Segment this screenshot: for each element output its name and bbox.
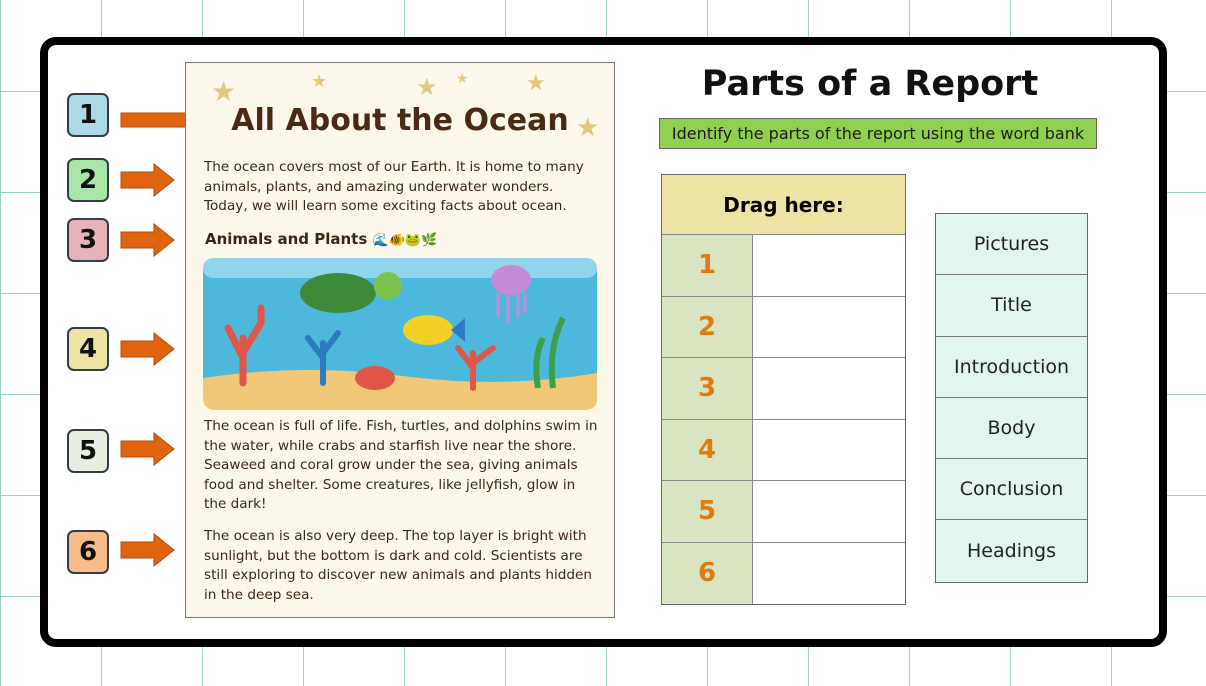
drop-zone-5[interactable]: [753, 481, 905, 542]
star-icon: ★: [576, 113, 600, 143]
word-bank: [935, 213, 1088, 583]
word-headings[interactable]: Headings: [936, 520, 1087, 581]
star-icon: ★: [416, 73, 438, 101]
label-3: 3: [67, 218, 109, 262]
row-number: 3: [662, 358, 753, 419]
row-number: 6: [662, 543, 753, 605]
word-conclusion[interactable]: Conclusion: [936, 459, 1087, 520]
label-2: 2: [67, 158, 109, 202]
word-title[interactable]: Title: [936, 275, 1087, 336]
label-1: 1: [67, 93, 109, 137]
row-number: 5: [662, 481, 753, 542]
arrow-icon: [120, 332, 176, 366]
label-6: 6: [67, 530, 109, 574]
drop-zone-2[interactable]: [753, 297, 905, 358]
report-title: All About the Ocean: [231, 103, 569, 138]
label-4: 4: [67, 327, 109, 371]
arrow-icon: [120, 163, 176, 197]
star-icon: ★: [311, 71, 328, 92]
report-document: [185, 62, 615, 618]
answer-table: [661, 174, 906, 605]
word-body[interactable]: Body: [936, 398, 1087, 459]
ocean-illustration: [203, 258, 597, 410]
word-introduction[interactable]: Introduction: [936, 337, 1087, 398]
drop-zone-4[interactable]: [753, 420, 905, 481]
body-text: The ocean is full of life. Fish, turtles, and dolphins swim in the water, while crabs and starfish live near the shore. Seaweed and coral grow under the sea, giving animals food and shelter. Some creatures, like jellyfish, glow in the dark!: [204, 418, 598, 512]
instruction-banner: Identify the parts of the report using the word bank: [659, 118, 1097, 149]
row-number: 4: [662, 420, 753, 481]
table-row: [662, 543, 905, 605]
introduction-text: The ocean covers most of our Earth. It is home to many animals, plants, and amazing underwater wonders. Today, we will learn some exciting facts about ocean.: [204, 159, 584, 214]
section-heading: Animals and Plants 🌊🐠🐸🌿: [205, 230, 438, 248]
label-5: 5: [67, 429, 109, 473]
star-icon: ★: [211, 75, 237, 108]
star-icon: ★: [456, 71, 469, 87]
table-header: Drag here:: [662, 175, 905, 235]
row-number: 1: [662, 235, 753, 296]
drop-zone-6[interactable]: [753, 543, 905, 605]
page-title: Parts of a Report: [701, 64, 1039, 104]
row-number: 2: [662, 297, 753, 358]
arrow-icon: [120, 432, 176, 466]
drop-zone-1[interactable]: [753, 235, 905, 296]
drop-zone-3[interactable]: [753, 358, 905, 419]
table-row: [662, 420, 905, 482]
arrow-icon: [120, 533, 176, 567]
conclusion-text: The ocean is also very deep. The top layer is bright with sunlight, but the bottom is dark and cold. Scientists are still exploring to discover new animals and plants hidden in the deep sea.: [204, 528, 592, 603]
table-row: [662, 235, 905, 297]
table-row: [662, 481, 905, 543]
word-pictures[interactable]: Pictures: [936, 214, 1087, 275]
table-row: [662, 297, 905, 359]
star-icon: ★: [526, 71, 546, 96]
table-row: [662, 358, 905, 420]
arrow-icon: [120, 223, 176, 257]
